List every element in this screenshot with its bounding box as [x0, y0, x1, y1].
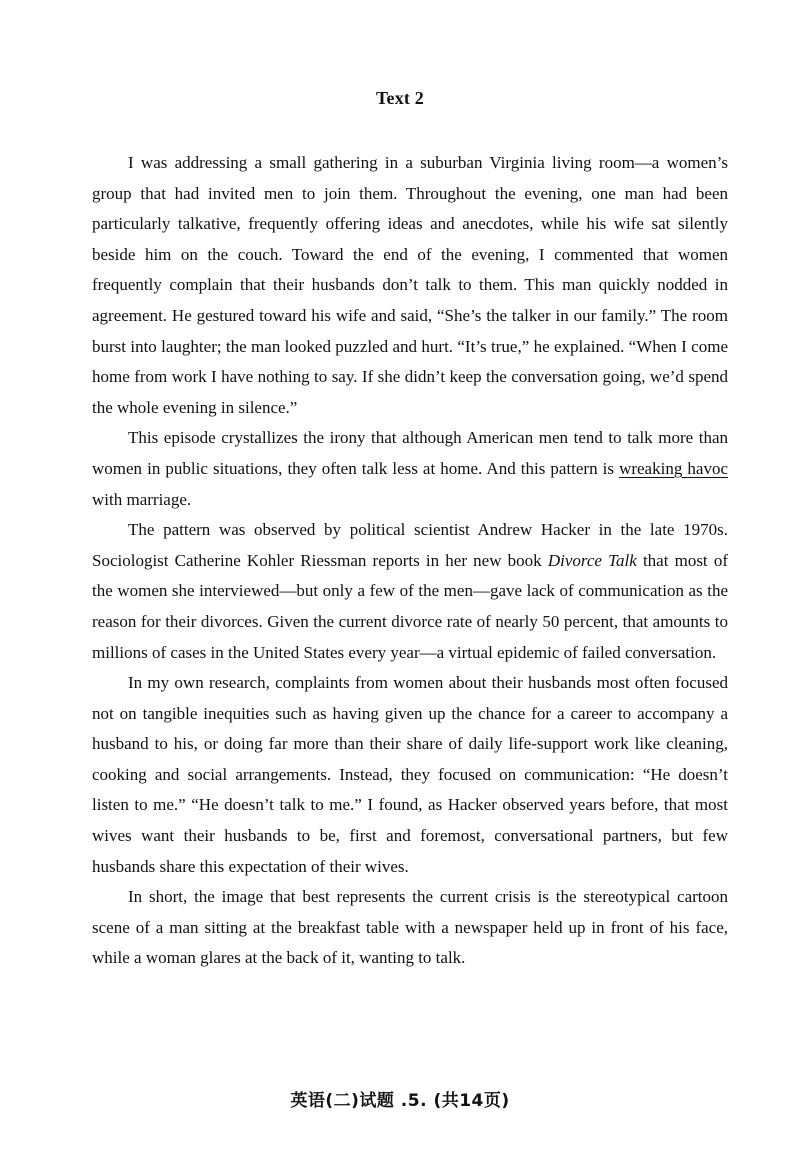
paragraph-4 [92, 668, 728, 882]
paragraph-5 [92, 882, 728, 974]
paragraph-2 [92, 423, 728, 515]
paragraph-3-text-a: The pattern was observed by political scientist Andrew Hacker in the late 1970s. Sociologist Catherine Kohler Riessman reports in her new book [92, 520, 728, 570]
text-title: Text 2 [375, 88, 425, 108]
passage-body [92, 148, 728, 974]
paragraph-3 [92, 515, 728, 668]
paragraph-2-text-a: This episode crystallizes the irony that although American men tend to talk more than women in public situations, they often talk less at home. And this pattern is [92, 428, 728, 478]
paragraph-2-text-b: with marriage. [92, 489, 192, 509]
page-footer: 英语(二)试题 .5. (共14页) [290, 1091, 510, 1111]
paragraph-3-text-b: that most of the women she interviewed—but only a few of the men—gave lack of communication as the reason for their divorces. Given the current divorce rate of nearly 50 percent, that amounts to millions of cases in the United States every year—a virtual epidemic of failed conversation. [92, 550, 728, 662]
underlined-phrase: wreaking havoc [619, 458, 728, 478]
book-title: Divorce Talk [547, 550, 637, 570]
paragraph-5-text: In short, the image that best represents the current crisis is the stereotypical cartoon scene of a man sitting at the breakfast table with a newspaper held up in front of his face, while a woman glares at the back of it, wanting to talk. [92, 887, 728, 968]
paragraph-1-text: I was addressing a small gathering in a suburban Virginia living room—a women’s group that had invited men to join them. Throughout the evening, one man had been particularly talkative, frequently offering ideas and anecdotes, while his wife sat silently beside him on the couch. Toward the end of the evening, I commented that women frequently complain that their husbands don’t talk to them. This man quickly nodded in agreement. He gestured toward his wife and said, “She’s the talker in our family.” The room burst into laughter; the man looked puzzled and hurt. “It’s true,” he explained. “When I come home from work I have nothing to say. If she didn’t keep the conversation going, we’d spend the whole evening in silence.” [92, 153, 728, 417]
paragraph-1 [92, 148, 728, 423]
paragraph-4-text: In my own research, complaints from women about their husbands most often focused not on tangible inequities such as having given up the chance for a career to accompany a husband to his, or doing far more than their share of daily life-support work like cleaning, cooking and social arrangements. Instead, they focused on communication: “He doesn’t listen to me.” “He doesn’t talk to me.” I found, as Hacker observed years before, that most wives want their husbands to be, first and foremost, conversational partners, but few husbands share this expectation of their wives. [92, 673, 728, 876]
